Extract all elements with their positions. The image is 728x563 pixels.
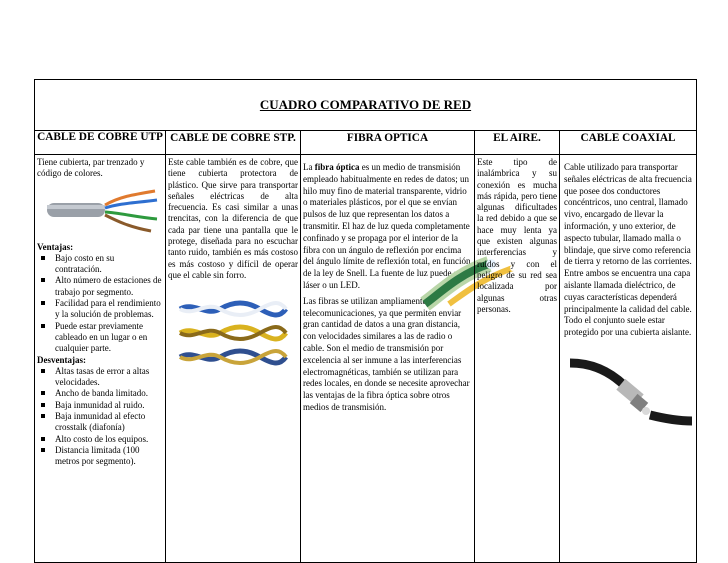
- body-utp: [35, 155, 165, 468]
- header-aire: EL AIRE.: [475, 130, 559, 155]
- column-stp: [165, 130, 300, 562]
- comparison-table: [34, 79, 697, 563]
- ventajas-label: Ventajas:: [37, 241, 74, 252]
- desventaja-item: Distancia limitada (100 metros por segmento).: [37, 445, 163, 468]
- header-coaxial: CABLE COAXIAL: [560, 130, 696, 155]
- fibra-paragraph-1: La fibra óptica es un medio de transmisión empleado habitualmente en redes de datos; un hilo muy fino de material transparente, vidrio o materiales plásticos, por el que se envían pulsos de luz que representan los datos a transmitir. El haz de luz queda completamente confinado y se propaga por el interior de la fibra con un ángulo de reflexión por encima del ángulo límite de reflexión total, en función de la ley de Snell. La fuente de luz puede ser láser o un LED.: [303, 162, 471, 290]
- utp-cable-image: [43, 187, 163, 233]
- header-fibra: FIBRA OPTICA: [301, 130, 474, 155]
- ventaja-item: Puede estar previamente cableado en un lugar o en cualquier parte.: [37, 321, 163, 355]
- coaxial-text: Cable utilizado para transportar señales eléctricas de alta frecuencia que posee dos conductores concéntricos, uno central, llamado vivo, encargado de llevar la información, y uno exterior, de aspecto tubular, llamado malla o blindaje, que sirve como referencia de tierra y retorno de las corrientes. Entre ambos se encuentra una capa aislante llamada dieléctrico, de cuyas características dependerá principalmente la calidad del cable. Todo el conjunto suele estar protegido por una cubierta aislante.: [564, 162, 692, 338]
- ventaja-item: Facilidad para el rendimiento y la solución de problemas.: [37, 298, 163, 321]
- desventajas-label: Desventajas:: [37, 354, 86, 365]
- desventaja-item: Baja inmunidad al ruido.: [37, 400, 163, 411]
- header-utp: CABLE DE COBRE UTP: [35, 130, 165, 155]
- page-title: CUADRO COMPARATIVO DE RED: [259, 97, 472, 112]
- aire-text: Este tipo de inalámbrica y su conexión es mucha más rápida, pero tiene algunas dificultades la red debido a que se hace muy lenta ya que existen algunas interferencias y ruidos y con el peligro de su red sea localizada por algunas otras personas.: [477, 157, 557, 314]
- column-utp: [35, 130, 165, 562]
- column-coaxial: [559, 130, 696, 562]
- title-row: [35, 80, 696, 131]
- body-fibra: [301, 155, 474, 414]
- utp-intro: Tiene cubierta, par trenzado y código de colores.: [37, 157, 145, 179]
- ventaja-item: Alto número de estaciones de trabajo por segmento.: [37, 275, 163, 298]
- fibra-bold-term: fibra óptica: [314, 162, 360, 172]
- ventaja-item: Bajo costo en su contratación.: [37, 253, 163, 276]
- desventaja-item: Alto costo de los equipos.: [37, 434, 163, 445]
- body-stp: [166, 155, 300, 377]
- ventajas-list: [37, 253, 163, 355]
- coaxial-cable-image: [566, 357, 694, 429]
- stp-text: Este cable también es de cobre, que tiene cubierta protectora de plástico. Que sirve para transportar señales eléctricas de alta frecuencia. Es casi similar a unas trencitas, con la diferencia de que cada par tiene una pantalla que le protege, diseñada para no escuchar tanto ruido, también es más costoso es más costoso y difícil de operar que el cable sin forro.: [168, 157, 298, 280]
- column-aire: [474, 130, 559, 562]
- body-coaxial: [560, 155, 696, 429]
- desventaja-item: Altas tasas de error a altas velocidades.: [37, 366, 163, 389]
- header-stp: CABLE DE COBRE STP.: [166, 130, 300, 155]
- desventaja-item: Baja inmunidad al efecto crosstalk (diafonía): [37, 411, 163, 434]
- body-aire: [475, 155, 559, 315]
- desventaja-item: Ancho de banda limitado.: [37, 388, 163, 399]
- column-fibra: [300, 130, 474, 562]
- desventajas-list: [37, 366, 163, 468]
- fibra-paragraph-2: Las fibras se utilizan ampliamente en telecomunicaciones, ya que permiten enviar gran cantidad de datos a una gran distancia, con velocidades similares a las de radio o cable. Son el medio de transmisión por excelencia al ser inmune a las interferencias electromagnéticas, también se utilizan para redes locales, en donde se necesite aprovechar las ventajas de la fibra óptica sobre otros medios de transmisión.: [303, 295, 470, 412]
- stp-cable-image: [176, 295, 288, 377]
